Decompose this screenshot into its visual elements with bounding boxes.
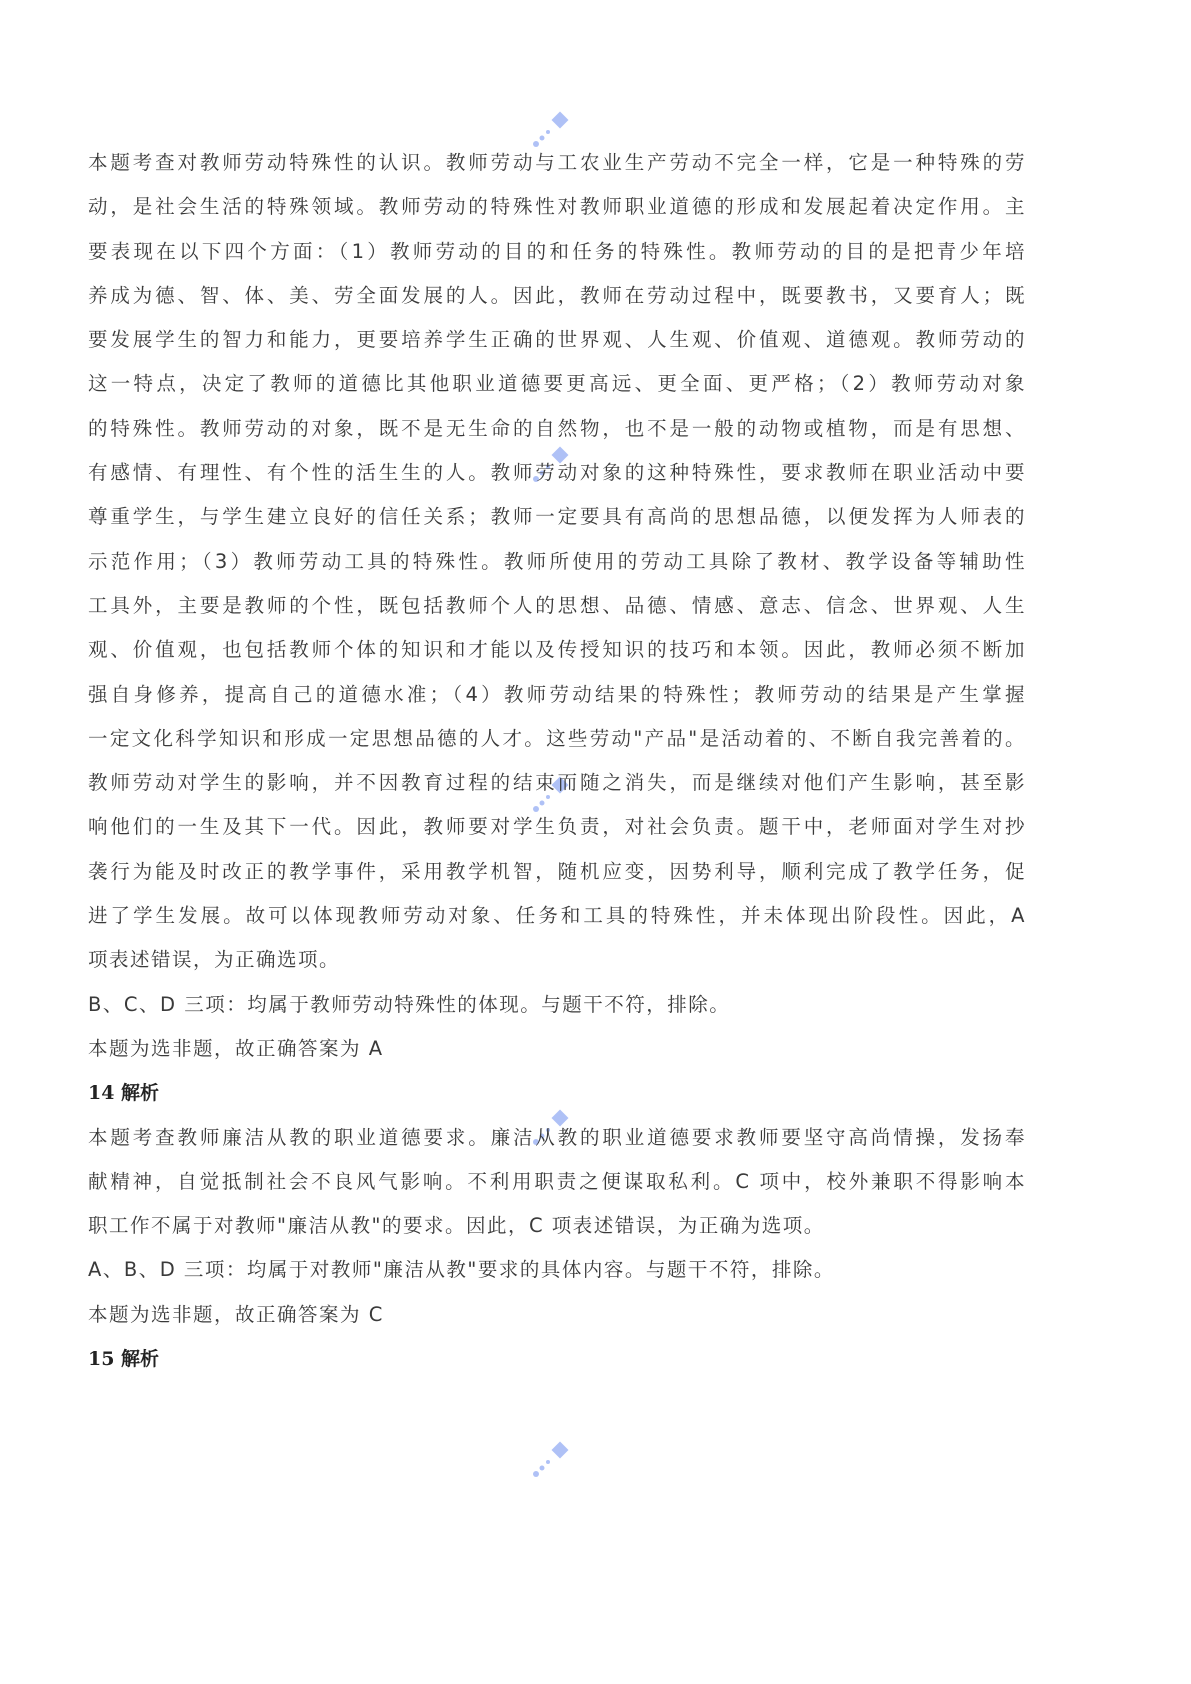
q15-heading: 15 解析 xyxy=(88,1348,160,1371)
q13-line: 观、价值观，也包括教师个体的知识和才能以及传授知识的技巧和本领。因此，教师必须不断加 xyxy=(88,638,1026,662)
q13-line: 示范作用；（3）教师劳动工具的特殊性。教师所使用的劳动工具除了教材、教学设备等辅助性 xyxy=(88,549,1026,573)
q13-line: 动，是社会生活的特殊领域。教师劳动的特殊性对教师职业道德的形成和发展起着决定作用。主 xyxy=(88,195,1026,219)
q13-answer: 本题为选非题，故正确答案为 A xyxy=(88,1036,384,1060)
q14-line: 本题考查教师廉洁从教的职业道德要求。廉洁从教的职业道德要求教师要坚守高尚情操，发扬奉 xyxy=(88,1125,1026,1149)
q14-line: 职工作不属于对教师"廉洁从教"的要求。因此，C 项表述错误，为正确为选项。 xyxy=(88,1214,825,1238)
q13-line: 袭行为能及时改正的教学事件，采用教学机智，随机应变，因势利导，顺利完成了教学任务，促 xyxy=(88,859,1026,883)
q14-other-options: A、B、D 三项：均属于对教师"廉洁从教"要求的具体内容。与题干不符，排除。 xyxy=(88,1258,835,1282)
q13-line: 尊重学生，与学生建立良好的信任关系；教师一定要具有高尚的思想品德，以便发挥为人师表的 xyxy=(88,505,1026,529)
q13-line: 的特殊性。教师劳动的对象，既不是无生命的自然物，也不是一般的动物或植物，而是有思想、 xyxy=(88,416,1026,440)
q13-other-options: B、C、D 三项：均属于教师劳动特殊性的体现。与题干不符，排除。 xyxy=(88,992,731,1016)
q13-line: 本题考查对教师劳动特殊性的认识。教师劳动与工农业生产劳动不完全一样，它是一种特殊的劳 xyxy=(88,151,1026,174)
q13-line: 一定文化科学知识和形成一定思想品德的人才。这些劳动"产品"是活动着的、不断自我完善着的。 xyxy=(88,726,1026,750)
q13-line: 要发展学生的智力和能力，更要培养学生正确的世界观、人生观、价值观、道德观。教师劳动的 xyxy=(88,328,1026,352)
q13-line: 强自身修养，提高自己的道德水准；（4）教师劳动结果的特殊性；教师劳动的结果是产生掌握 xyxy=(88,682,1026,706)
watermark-logo-icon xyxy=(528,110,574,152)
q13-line: 养成为德、智、体、美、劳全面发展的人。因此，教师在劳动过程中，既要教书，又要育人；既 xyxy=(88,283,1026,307)
q13-line: 有感情、有理性、有个性的活生生的人。教师劳动对象的这种特殊性，要求教师在职业活动中要 xyxy=(88,461,1026,485)
document-body xyxy=(88,148,1026,1388)
q14-answer: 本题为选非题，故正确答案为 C xyxy=(88,1302,384,1326)
q14-line: 献精神，自觉抵制社会不良风气影响。不利用职责之便谋取私利。C 项中，校外兼职不得影响本 xyxy=(88,1169,1026,1193)
watermark-logo-icon xyxy=(528,1440,574,1482)
q13-line: 工具外，主要是教师的个性，既包括教师个人的思想、品德、情感、意志、信念、世界观、人生 xyxy=(88,593,1026,617)
q13-line: 进了学生发展。故可以体现教师劳动对象、任务和工具的特殊性，并未体现出阶段性。因此，A xyxy=(88,904,1026,928)
q13-line: 响他们的一生及其下一代。因此，教师要对学生负责，对社会负责。题干中，老师面对学生对抄 xyxy=(88,815,1026,839)
q13-line: 项表述错误，为正确选项。 xyxy=(88,948,341,972)
q14-heading: 14 解析 xyxy=(88,1082,160,1105)
q13-line: 要表现在以下四个方面：（1）教师劳动的目的和任务的特殊性。教师劳动的目的是把青少年培 xyxy=(88,239,1026,263)
q13-line: 教师劳动对学生的影响，并不因教育过程的结束而随之消失，而是继续对他们产生影响，甚至影 xyxy=(88,771,1026,795)
q13-line: 这一特点，决定了教师的道德比其他职业道德要更高远、更全面、更严格；（2）教师劳动对象 xyxy=(88,372,1026,396)
